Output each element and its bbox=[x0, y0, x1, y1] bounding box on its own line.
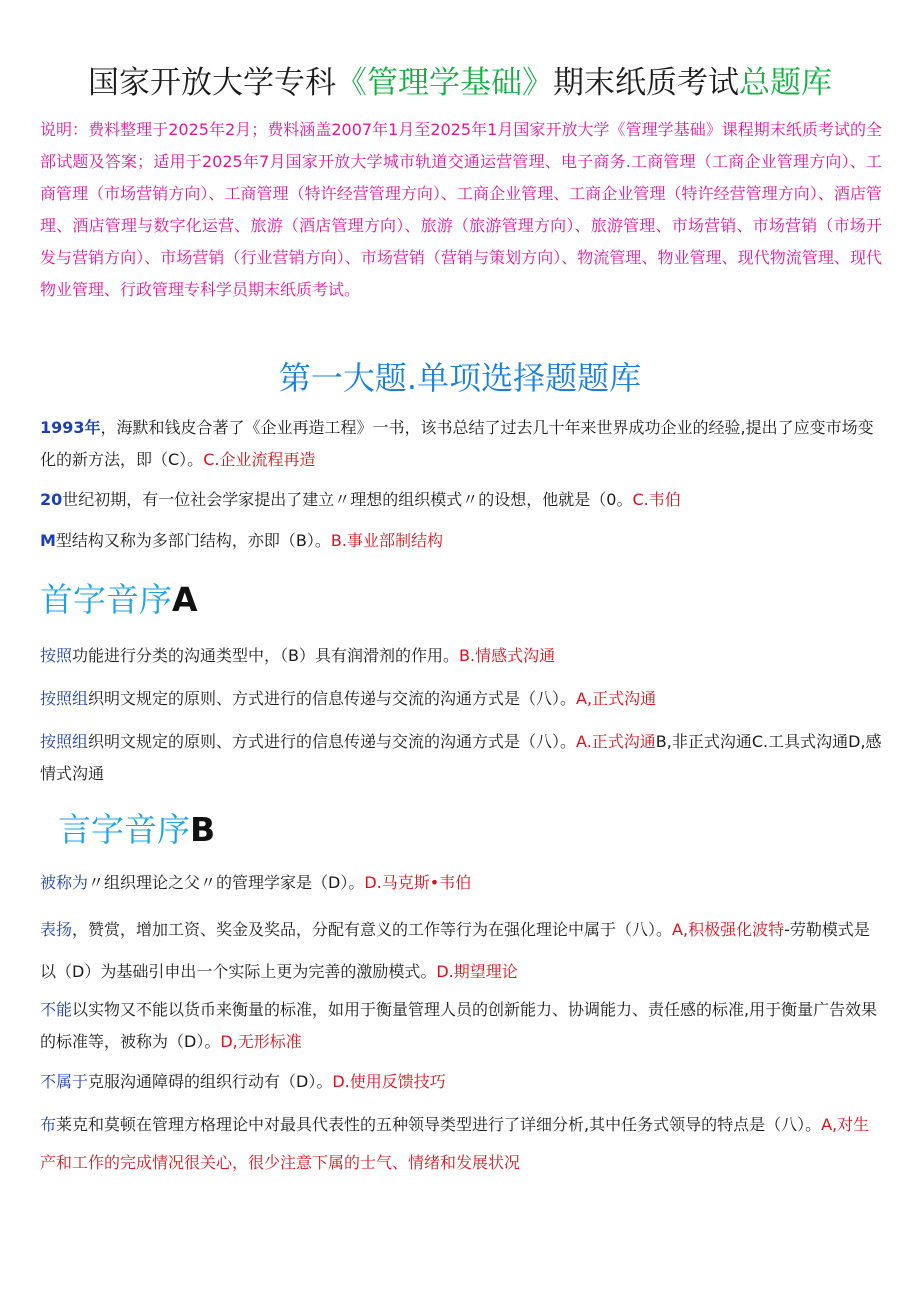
index-heading-b bbox=[58, 808, 215, 852]
question-lead: 被称为 bbox=[40, 873, 89, 892]
question-lead: 表扬 bbox=[40, 920, 73, 939]
question-text: 以实物又不能以货币来衡量的标准，如用于衡量管理人员的创新能力、协调能力、责任感的标准,用于衡量广告效果的标准等，被称为（D）。 bbox=[40, 1000, 878, 1051]
question-answer: C.韦伯 bbox=[632, 490, 681, 509]
question-answer: A,正式沟通 bbox=[576, 689, 657, 708]
question-options: B,非正式沟通C.工具式沟通D,感情式沟通 bbox=[40, 732, 882, 783]
question-item bbox=[40, 867, 882, 899]
question-text: 世纪初期，有一位社会学家提出了建立〃理想的组织模式〃的设想，他就是（0。 bbox=[62, 490, 633, 509]
question-answer: D.马克斯•韦伯 bbox=[364, 873, 472, 892]
section-title: 第一大题.单项选择题题库 bbox=[278, 359, 642, 397]
question-item bbox=[40, 1106, 882, 1182]
question-text: 型结构又称为多部门结构，亦即（B）。 bbox=[55, 531, 331, 550]
question-lead: 20 bbox=[40, 490, 63, 509]
question-text: 织明文规定的原则、方式进行的信息传递与交流的沟通方式是（八）。 bbox=[88, 732, 577, 751]
question-lead: 按照组 bbox=[40, 732, 89, 751]
question-lead: M bbox=[40, 531, 56, 550]
question-item bbox=[40, 909, 882, 993]
question-item bbox=[40, 412, 882, 476]
question-answer: A.正式沟通 bbox=[576, 732, 656, 751]
question-answer: C.企业流程再造 bbox=[203, 450, 316, 469]
question-lead: 按照组 bbox=[40, 689, 89, 708]
question-item bbox=[40, 640, 882, 672]
question-lead: 不能 bbox=[40, 1000, 73, 1019]
question-text: 功能进行分类的沟通类型中，（B）具有润滑剂的作用。 bbox=[72, 646, 459, 665]
question-answer: D.使用反馈技巧 bbox=[332, 1072, 446, 1091]
question-lead: 按照 bbox=[40, 646, 73, 665]
question-lead: 波特 bbox=[752, 920, 785, 939]
title-school: 国家开放大学专科 bbox=[88, 65, 336, 101]
question-text: ，赞赏，增加工资、奖金及奖品，分配有意义的工作等行为在强化理论中属于（八）。 bbox=[72, 920, 673, 939]
question-answer: A,积极强化 bbox=[672, 920, 753, 939]
index-heading-letter: A bbox=[172, 580, 198, 619]
question-answer: A,对生产和工作的完成情况很关心，很少注意下属的士气、情绪和发展状况 bbox=[40, 1115, 870, 1172]
question-lead: 1993年 bbox=[40, 418, 101, 437]
index-heading-letter: B bbox=[190, 810, 216, 849]
description-note: 说明：费料整理于2025年2月；费料涵盖2007年1月至2025年1月国家开放大学《管理学基础》课程期末纸质考试的全部试题及答案；适用于2025年7月国家开放大学城市轨道交通运营管理、电子商务.工商管理（工商企业管理方向）、工商管理（市场营销方向）、工商管理（特许经营管理方向）、工商企业管理、工商企业管理（特许经营管理方向）、酒店管理、酒店管理与数字化运营、旅游（酒店管理方向）、旅游（旅游管理方向）、旅游管理、市场营销、市场营销（市场开发与营销方向）、市场营销（行业营销方向）、市场营销（营销与策划方向）、物流管理、物业管理、现代物流管理、现代物业管理、行政管理专科学员期末纸质考试。 bbox=[40, 120, 882, 299]
question-item bbox=[40, 726, 882, 790]
page-title bbox=[20, 62, 900, 104]
title-course: 《管理学基础》 bbox=[336, 65, 553, 101]
question-text: 莱克和莫顿在管理方格理论中对最具代表性的五种领导类型进行了详细分析,其中任务式领导的特点是（八）。 bbox=[56, 1115, 822, 1134]
question-text: 克服沟通障碍的组织行动有（D）。 bbox=[88, 1072, 333, 1091]
question-lead: 布 bbox=[40, 1115, 57, 1134]
question-answer: B.情感式沟通 bbox=[459, 646, 556, 665]
question-item bbox=[40, 525, 882, 557]
title-exam: 期末纸质考试 bbox=[553, 65, 739, 101]
question-lead: 不属于 bbox=[40, 1072, 89, 1091]
question-text: 织明文规定的原则、方式进行的信息传递与交流的沟通方式是（八）。 bbox=[88, 689, 577, 708]
index-heading-text: 首字音序 bbox=[40, 580, 172, 619]
index-heading-a bbox=[40, 578, 198, 622]
question-item bbox=[40, 683, 882, 715]
question-item bbox=[40, 1066, 882, 1098]
index-heading-text: 言字音序 bbox=[58, 810, 190, 849]
question-text: 〃组织理论之父〃的管理学家是（D）。 bbox=[88, 873, 365, 892]
question-answer: D,无形标准 bbox=[220, 1032, 302, 1051]
question-item bbox=[40, 994, 882, 1058]
question-answer: D.期望理论 bbox=[436, 962, 518, 981]
question-text: -劳勒模式是以（D）为基础引申出一个实际上更为完善的激励模式。 bbox=[40, 920, 870, 981]
question-text: ，海默和钱皮合著了《企业再造工程》一书，该书总结了过去几十年来世界成功企业的经验,提出了应变市场变化的新方法，即（C）。 bbox=[40, 418, 874, 469]
question-item bbox=[40, 484, 882, 516]
title-bank: 总题库 bbox=[739, 65, 832, 101]
question-answer: B.事业部制结构 bbox=[330, 531, 443, 550]
